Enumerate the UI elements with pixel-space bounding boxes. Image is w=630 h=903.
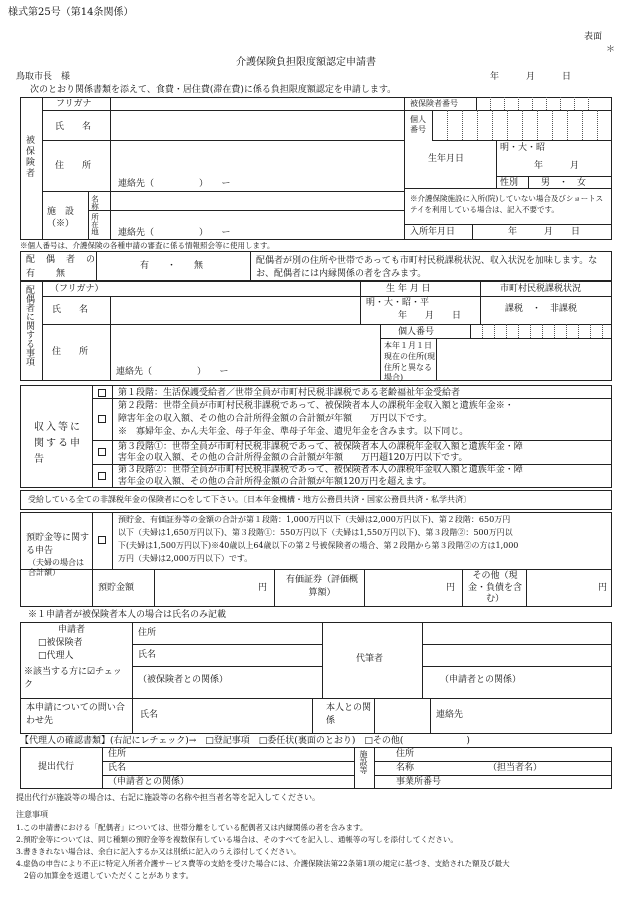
birth-year-month: 年 月 — [534, 161, 580, 171]
intro-text: 次のとおり関係書類を添えて、食費・居住費(滞在費)に係る負担限度額認定を申請します。 — [30, 85, 397, 95]
facility-note: ※介護保険施設に入所(院)していない場合及びショートステイを利用している場合は、記入不要です。 — [410, 194, 604, 214]
securities-label: 有価証券（評価概算額） — [285, 575, 358, 598]
applicant-check-note: ※該当する方に☑チェック — [24, 667, 122, 690]
birthdate-label: 生年月日 — [428, 154, 465, 164]
stage3-1-checkbox[interactable] — [98, 448, 106, 456]
contact-tel-label: 連絡先 — [436, 710, 464, 720]
form-number: 様式第25号（第14条関係） — [8, 7, 134, 18]
applicant-opt-agent[interactable]: □代理人 — [38, 651, 74, 661]
income-label: 収入等に関する申告 — [34, 422, 82, 465]
facility-person-label: （担当者名） — [488, 763, 543, 773]
furigana-label: フリガナ — [56, 99, 92, 109]
contact-name-label: 氏名 — [140, 710, 159, 720]
stage1-checkbox[interactable] — [98, 389, 106, 397]
spouse-birth-label: 生 年 月 日 — [386, 284, 431, 294]
name-label: 氏 名 — [55, 122, 92, 132]
applicant-note: ※１申請者が被保険者本人の場合は氏名のみ記載 — [28, 610, 227, 620]
spouse-personal-number-label: 個人番号 — [398, 327, 435, 337]
stage2-line1: 第２段階：世帯全員が市町村民税非課税であって、被保険者本人の課税年金収入額と遺族年金※・ — [118, 401, 514, 411]
facility-etc-label: 施設等 — [359, 750, 368, 774]
spouse-side-label: 配偶者に関する事項 — [24, 285, 34, 366]
other-assets-label: その他（現金・負債を含む） — [467, 571, 522, 605]
savings-line3: 下(夫婦は1,500万円以下)※40歳以上64歳以下の第２号被保険者の場合、第２段階から第３段階②の方は1,000 — [118, 541, 519, 550]
facility-name-label2: 名称 — [396, 763, 415, 773]
savings-line4: 万円（夫婦は2,000万円以下）です。 — [118, 554, 253, 563]
savings-checkbox[interactable] — [98, 536, 106, 544]
gender-options: 男 ・ 女 — [541, 178, 587, 188]
facility-label: 施 設（※） — [47, 207, 75, 229]
stage3-2-line1: 第３段階②：世帯全員が市町村民税非課税であって、被保険者本人の課税年金収入額と遺族年金・障 — [118, 465, 523, 475]
insured-contact: 連絡先（ ） ー — [118, 179, 231, 189]
contact-relation-label: 本人との関係 — [326, 703, 372, 727]
spouse-exists-label: 配 偶 者 の 有 無 — [26, 255, 107, 279]
securities-yen: 円 — [446, 583, 456, 593]
applicant-address-label: 住所 — [138, 628, 157, 638]
stage3-1-line2: 害年金の収入額、その他の合計所得金額の合計額が年額 万円超120万円以下です。 — [118, 453, 468, 463]
spouse-exists-note: 配偶者が別の住所や世帯であっても市町村民税課税状況、収入状況を加味します。なお、配偶者には内縁関係の者を含みます。 — [256, 256, 598, 280]
applicant-label: 申請者 — [58, 625, 86, 635]
address-label: 住 所 — [55, 161, 92, 171]
deposit-yen: 円 — [258, 583, 268, 593]
notes-heading: 注意事項 — [16, 810, 48, 819]
savings-line1: 預貯金、有価証券等の金額の合計が第１段階：1,000万円以下（夫婦は2,000万円以下)、第２段階：650万円 — [118, 515, 511, 524]
agent-address-label: 住所 — [108, 749, 127, 759]
personal-number-label: 個人番号 — [410, 115, 426, 135]
application-date: 年 月 日 — [490, 72, 572, 82]
form-title: 介護保険負担限度額認定申請書 — [236, 57, 376, 68]
agent-relation: （申請者との関係） — [108, 777, 190, 787]
spouse-exists-options: 有 ・ 無 — [140, 261, 204, 271]
star-mark: ＊ — [606, 45, 616, 55]
spouse-birth-ymd: 年 月 日 — [398, 311, 462, 321]
personal-number-note: ※個人番号は、介護保険の各種申請の審査に係る情報照会等に使用します。 — [20, 241, 275, 250]
spouse-tax-options: 課税 ・ 非課税 — [505, 304, 578, 314]
note-2: 2.預貯金等については、同じ種類の預貯金等を複数保有している場合は、そのすべてを記入し、通帳等の写しを添付してください。 — [16, 835, 458, 844]
jan-address-label: 本年１月１日現在の住所(現住所と異なる場合) — [384, 341, 436, 383]
facility-address-label: 住所 — [396, 749, 415, 759]
spouse-tax-label: 市町村民税課税状況 — [500, 284, 582, 294]
note-4b: 2倍の加算金を返還していただくことがあります。 — [24, 871, 194, 880]
agent-label: 提出代行 — [38, 762, 75, 772]
stage3-2-line2: 害年金の収入額、その他の合計所得金額の合計額が年額120万円を超えます。 — [118, 477, 432, 487]
stage2-line2: 障害年金の収入額、その他の合計所得金額の合計額が年額 万円以下です。 — [118, 414, 433, 424]
proxy-relation: （申請者との関係） — [440, 675, 522, 685]
other-yen: 円 — [598, 583, 608, 593]
applicant-name-label: 氏名 — [138, 650, 157, 660]
admission-date: 年 月 日 — [508, 227, 581, 237]
applicant-relation: （被保険者との関係） — [138, 675, 229, 685]
birth-era: 明・大・昭 — [500, 143, 546, 153]
applicant-opt-insured[interactable]: □被保険者 — [38, 638, 83, 648]
spouse-furigana-label: （フリガナ） — [50, 284, 104, 294]
gender-label: 性別 — [500, 178, 519, 188]
savings-label: 預貯金等に関する申告 — [26, 533, 90, 556]
spouse-birth-era: 明・大・昭・平 — [366, 298, 430, 308]
addressee: 鳥取市長 様 — [16, 72, 71, 82]
spouse-contact: 連絡先（ ） ー — [116, 367, 229, 377]
stage3-2-checkbox[interactable] — [98, 472, 106, 480]
deposit-label: 預貯金額 — [98, 583, 135, 593]
admission-date-label: 入所年月日 — [410, 227, 456, 237]
insured-side-label: 被保険者 — [24, 135, 34, 179]
pension-text: 受給している全ての非課税年金の保険者に○をして下さい。〔日本年金機構・地方公務員共済・国家公務員共済・私学共済〕 — [28, 495, 471, 504]
spouse-name-label: 氏 名 — [52, 305, 89, 315]
contact-question-label: 本申請についての問い合わせ先 — [26, 703, 125, 727]
savings-line2: 以下（夫婦は1,650万円以下)、第３段階①：550万円以下（夫婦は1,550万円以下)、第３段階②：500万円以 — [118, 528, 513, 537]
agent-docs-line: 【代理人の確認書類】(右記にレチェック)→ □登記事項 □委任状(裏面のとおり) □その他( ) — [20, 736, 470, 746]
savings-sub: （夫婦の場合は合計額） — [28, 558, 84, 578]
facility-contact: 連絡先（ ） ー — [118, 228, 231, 238]
insured-number-label: 被保険者番号 — [410, 99, 458, 108]
proxy-writer-label: 代筆者 — [356, 654, 384, 664]
note-3: 3.書ききれない場合は、余白に記入するか又は別紙に記入のうえ添付してください。 — [16, 847, 301, 856]
stage2-line3: ※ 寡婦年金、かん夫年金、母子年金、準母子年金、遺児年金を含みます。以下同じ。 — [118, 427, 469, 437]
agent-name-label: 氏名 — [108, 763, 127, 773]
note-1: 1.この申請書における「配偶者」については、世帯分離をしている配偶者又は内縁関係の者を含みます。 — [16, 823, 368, 832]
facility-name-label: 名称 — [90, 195, 100, 210]
stage1-text: 第１段階：生活保護受給者／世帯全員が市町村民税非課税である老齢福祉年金受給者 — [118, 388, 461, 398]
stage3-1-line1: 第３段階①：世帯全員が市町村民税非課税であって、被保険者本人の課税年金収入額と遺族年金・障 — [118, 442, 523, 452]
front-label: 表面 — [584, 32, 603, 42]
insured-section — [20, 97, 612, 240]
agent-footer-note: 提出代行が施設等の場合は、右記に施設等の名称や担当者名等を記入してください。 — [16, 793, 320, 802]
facility-address-label: 所在地 — [90, 213, 100, 236]
note-4a: 4.虚偽の申告により不正に特定入所者介護サービス費等の支給を受けた場合には、介護保険法第22条第1項の規定に基づき、支給された額及び最大 — [16, 859, 510, 868]
facility-office-number-label: 事業所番号 — [396, 777, 442, 787]
spouse-address-label: 住 所 — [52, 347, 89, 357]
stage2-checkbox[interactable] — [98, 415, 106, 423]
